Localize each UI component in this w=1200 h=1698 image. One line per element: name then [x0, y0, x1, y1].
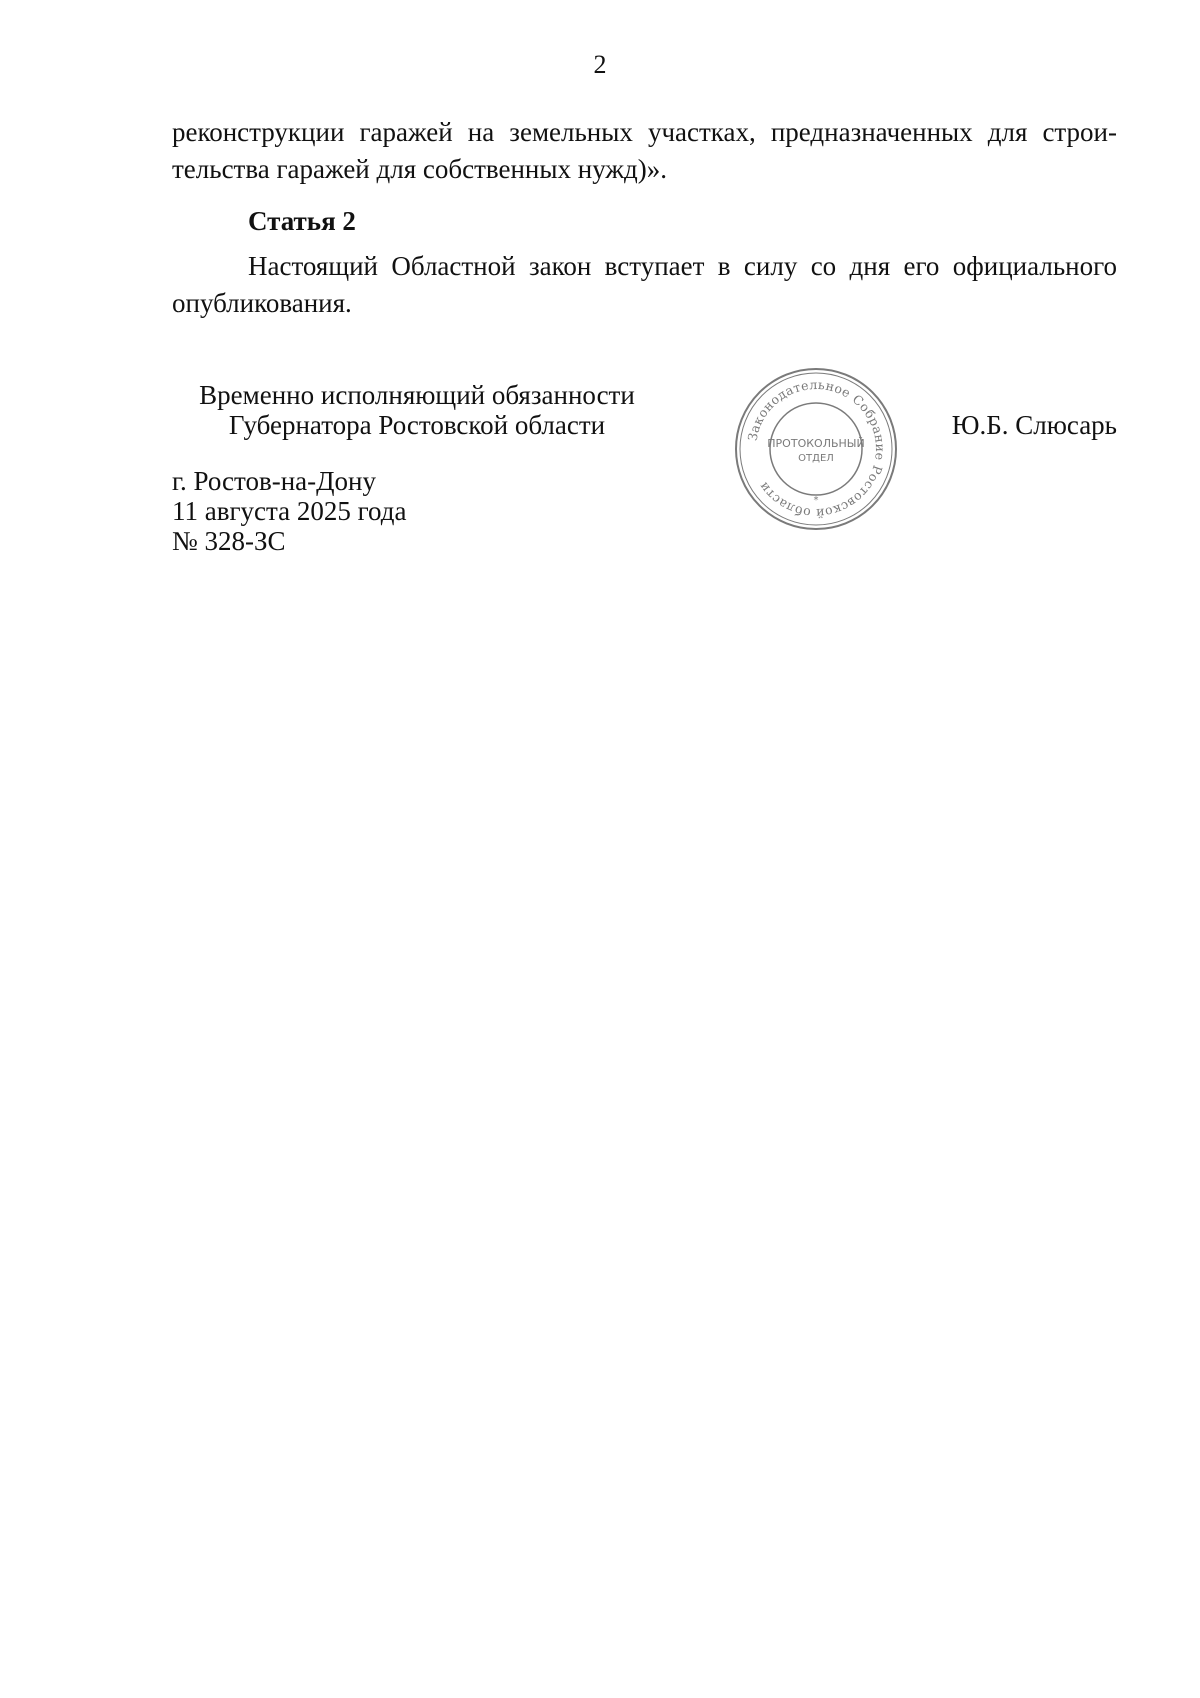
issuance-place: г. Ростов-на-Дону — [172, 466, 377, 496]
stamp-star-icon: * — [813, 495, 819, 506]
stamp-center-line-1: ПРОТОКОЛЬНЫЙ — [767, 437, 865, 450]
page-number: 2 — [593, 50, 607, 79]
article-body-line-2: опубликования. — [172, 288, 352, 318]
article-heading: Статья 2 — [248, 206, 356, 236]
article-body-line-1: Настоящий Областной закон вступает в силу со дня его официального — [248, 251, 1117, 281]
official-stamp — [732, 365, 900, 533]
continuation-line-2: тельства гаражей для собственных нужд)». — [172, 154, 667, 184]
issuance-block — [172, 466, 407, 556]
signatory-position-line-2: Губернатора Ростовской области — [228, 410, 606, 440]
signatory-position-line-1: Временно исполняющий обязанности — [199, 380, 635, 410]
signatory-name: Ю.Б. Слюсарь — [951, 410, 1117, 440]
stamp-ring-text: Законодательное Собрание Ростовской области — [744, 376, 889, 522]
signatory-position — [172, 380, 662, 440]
continuation-line-1: реконструкции гаражей на земельных участках, предназначенных для строи- — [172, 117, 1117, 147]
stamp-center-line-2: ОТДЕЛ — [798, 453, 834, 464]
article-body — [172, 248, 1117, 322]
issuance-number: № 328-ЗС — [172, 526, 286, 556]
continuation-paragraph — [172, 114, 1117, 188]
issuance-date: 11 августа 2025 года — [172, 496, 407, 526]
